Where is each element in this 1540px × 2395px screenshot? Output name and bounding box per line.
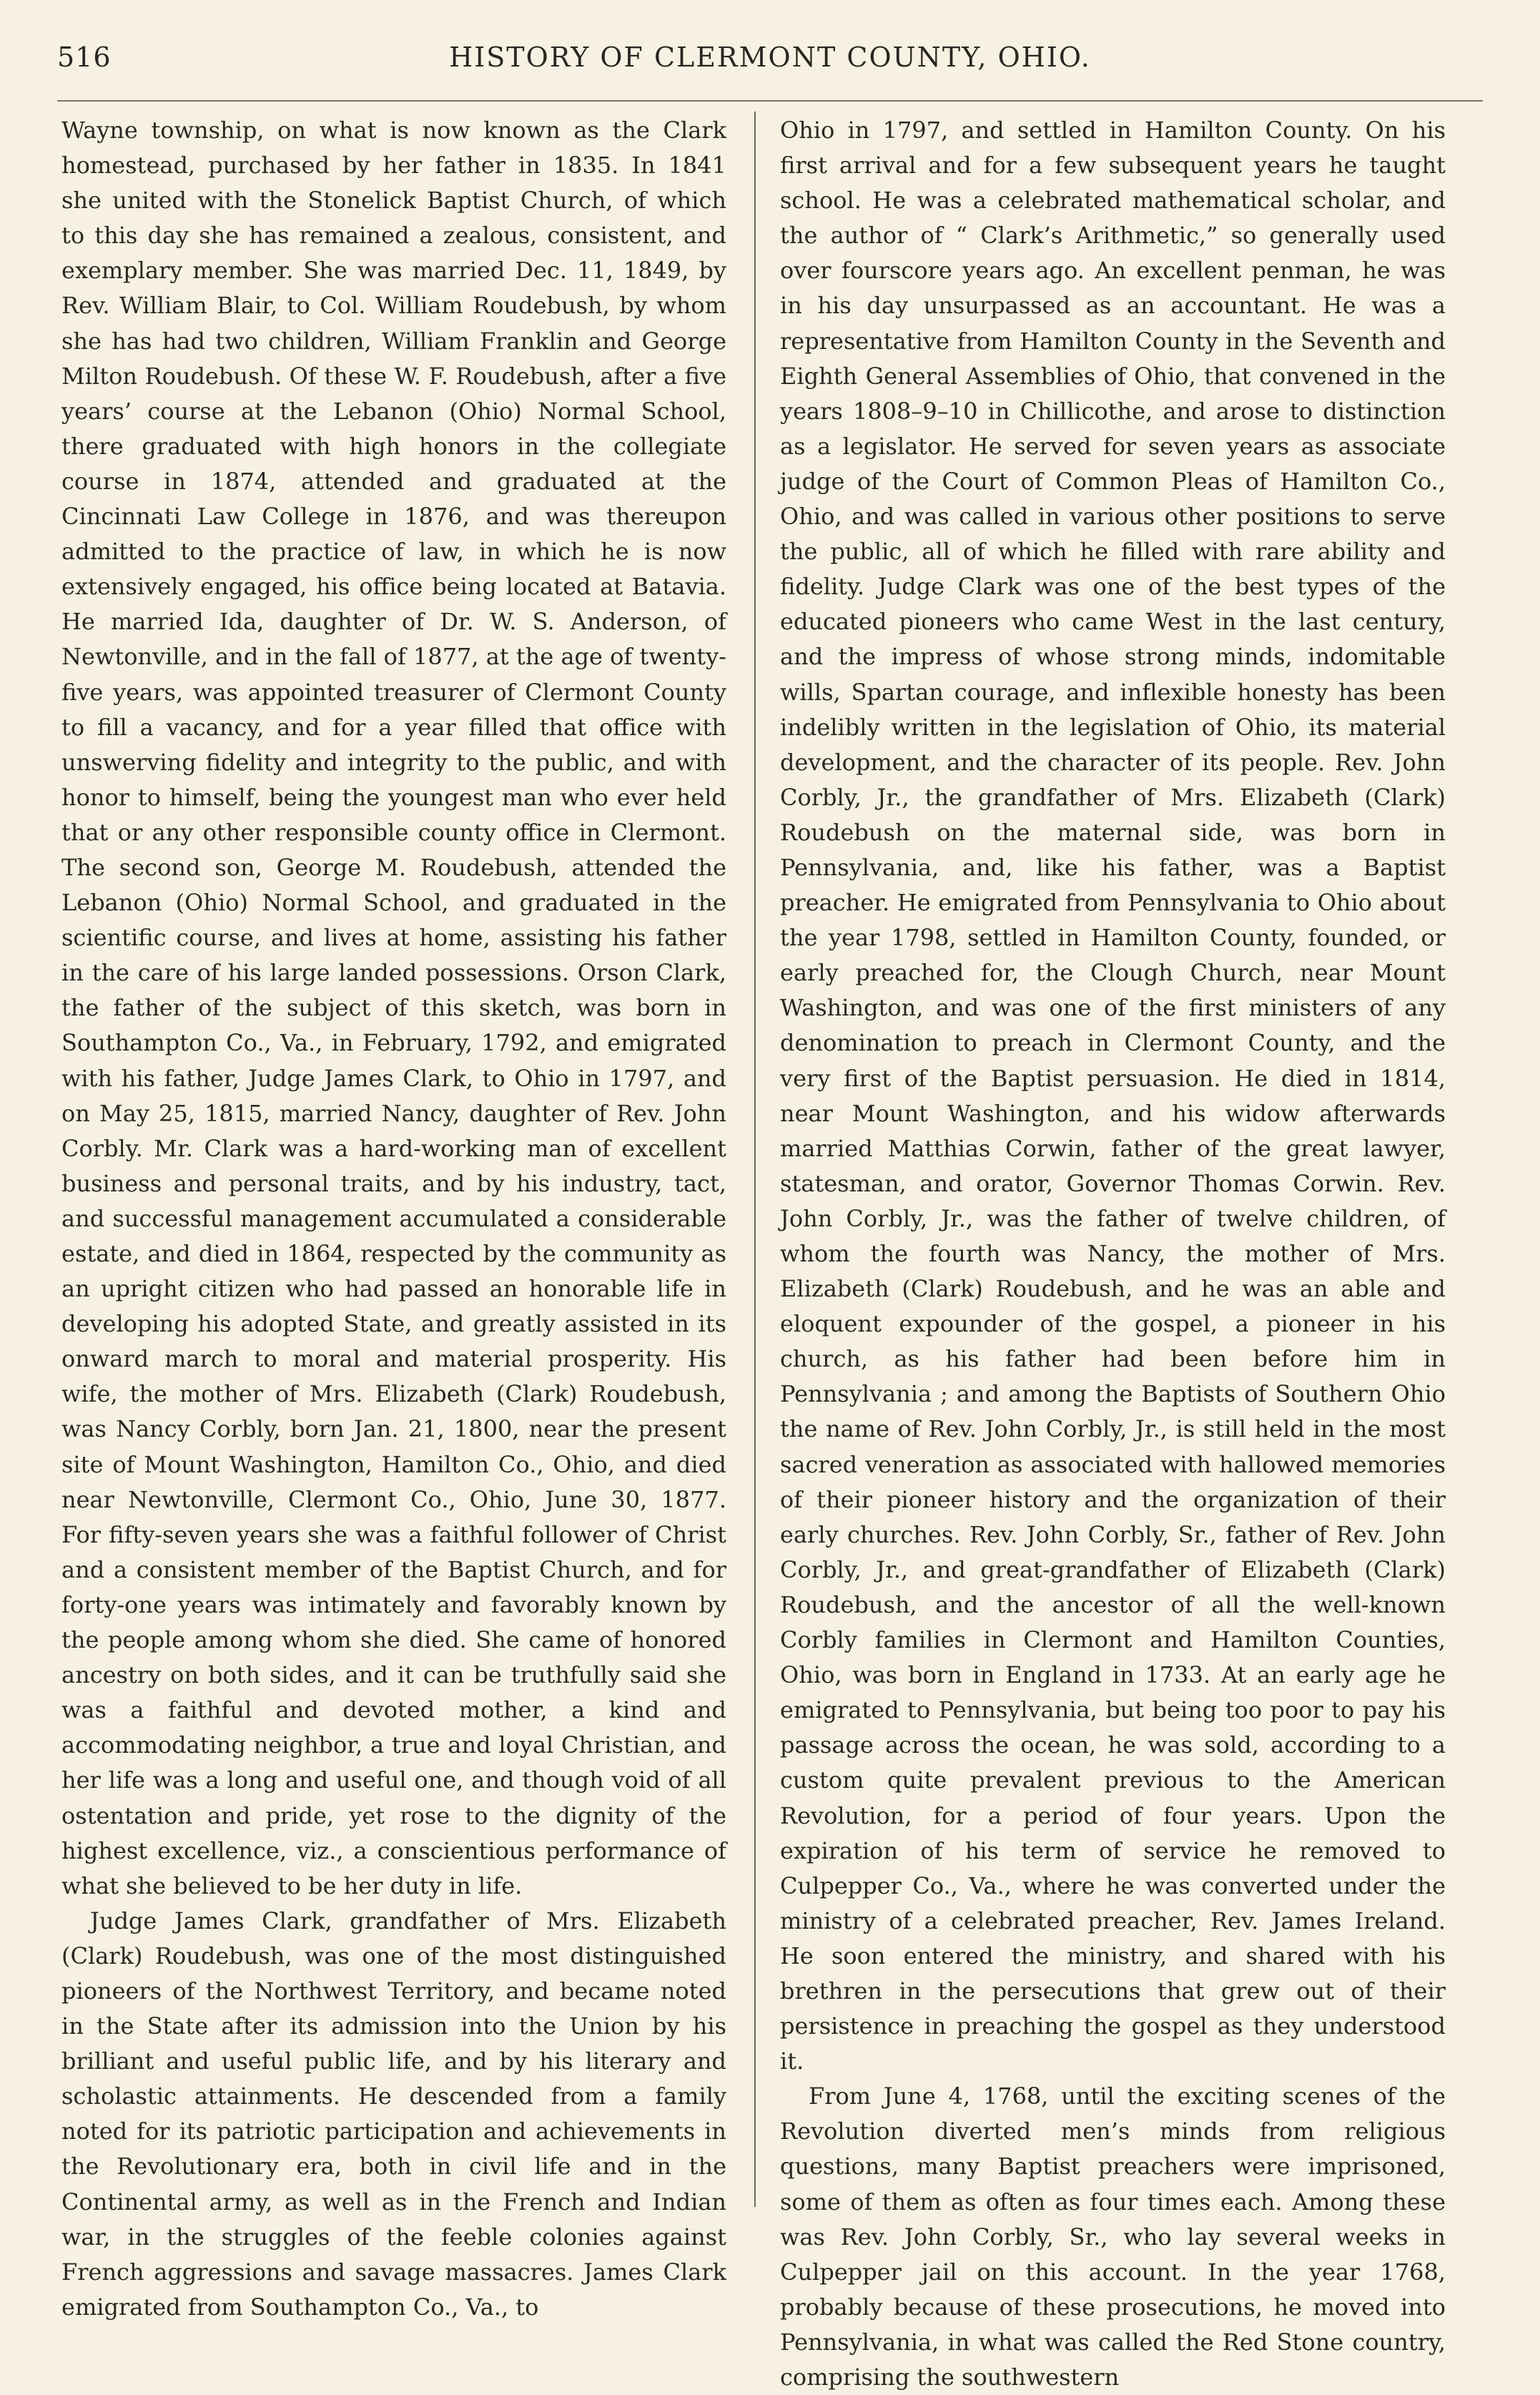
right-paragraph-2: From June 4, 1768, until the exciting scenes of the Revolution diverted men’s minds from religious questions, many Baptist preachers were imprisoned, some of them as often as four times each. Among these was Rev. John Corbly, Sr., who lay several weeks in Culpepper jail on this account. In the year 1768, probably because of these prosecutions, he moved into Pennsylvania, in what was called the Red Stone country, comprising the southwestern	[780, 2082, 1446, 2391]
page-number: 516	[57, 41, 112, 73]
header-rule	[57, 100, 1483, 102]
running-title: HISTORY OF CLERMONT COUNTY, OHIO.	[449, 41, 1091, 73]
left-column	[61, 113, 726, 2325]
page-header	[57, 37, 1483, 87]
column-divider	[754, 112, 756, 2207]
right-paragraph-1: Ohio in 1797, and settled in Hamilton County. On his first arrival and for a few subsequent years he taught school. He was a celebrated mathematical scholar, and the author of “ Clark’s Arithmetic,” so generally used over fourscore years ago. An excellent penman, he was in his day unsurpassed as an accountant. He was a representative from Hamilton County in the Seventh and Eighth General Assemblies of Ohio, that convened in the years 1808–9–10 in Chillicothe, and arose to distinction as a legislator. He served for seven years as associate judge of the Court of Common Pleas of Hamilton Co., Ohio, and was called in various other positions to serve the public, all of which he filled with rare ability and fidelity. Judge Clark was one of the best types of the educated pioneers who came West in the last century, and the impress of whose strong minds, indomitable wills, Spartan courage, and inflexible honesty has been indelibly written in the legislation of Ohio, its material development, and the character of its people. Rev. John Corbly, Jr., the grandfather of Mrs. Elizabeth (Clark) Roudebush on the maternal side, was born in Pennsylvania, and, like his father, was a Baptist preacher. He emigrated from Pennsylvania to Ohio about the year 1798, settled in Hamilton County, founded, or early preached for, the Clough Church, near Mount Washington, and was one of the first ministers of any denomination to preach in Clermont County, and the very first of the Baptist persuasion. He died in 1814, near Mount Washington, and his widow afterwards married Matthias Corwin, father of the great lawyer, statesman, and orator, Governor Thomas Corwin. Rev. John Corbly, Jr., was the father of twelve children, of whom the fourth was Nancy, the mother of Mrs. Elizabeth (Clark) Roudebush, and he was an able and eloquent expounder of the gospel, a pioneer in his church, as his father had been before him in Pennsylvania ; and among the Baptists of Southern Ohio the name of Rev. John Corbly, Jr., is still held in the most sacred veneration as associated with hallowed memories of their pioneer history and the organization of their early churches. Rev. John Corbly, Sr., father of Rev. John Corbly, Jr., and great-grandfather of Elizabeth (Clark) Roudebush, and the ancestor of all the well-known Corbly families in Clermont and Hamilton Counties, Ohio, was born in England in 1733. At an early age he emigrated to Pennsylvania, but being too poor to pay his passage across the ocean, he was sold, according to a custom quite prevalent previous to the American Revolution, for a period of four years. Upon the expiration of his term of service he removed to Culpepper Co., Va., where he was converted under the ministry of a celebrated preacher, Rev. James Ireland. He soon entered the ministry, and shared with his brethren in the persecutions that grew out of their persistence in preaching the gospel as they understood it.	[780, 117, 1446, 2075]
left-paragraph-1: Wayne township, on what is now known as the Clark homestead, purchased by her father in 1835. In 1841 she united with the Stonelick Baptist Church, of which to this day she has remained a zealous, consistent, and exemplary member. She was married Dec. 11, 1849, by Rev. William Blair, to Col. William Roudebush, by whom she has had two children, William Franklin and George Milton Roudebush. Of these W. F. Roudebush, after a five years’ course at the Lebanon (Ohio) Normal School, there graduated with high honors in the collegiate course in 1874, attended and graduated at the Cincinnati Law College in 1876, and was thereupon admitted to the practice of law, in which he is now extensively engaged, his office being located at Batavia. He married Ida, daughter of Dr. W. S. Anderson, of Newtonville, and in the fall of 1877, at the age of twenty-five years, was appointed treasurer of Clermont County to fill a vacancy, and for a year filled that office with unswerving fidelity and integrity to the public, and with honor to himself, being the youngest man who ever held that or any other responsible county office in Clermont. The second son, George M. Roudebush, attended the Lebanon (Ohio) Normal School, and graduated in the scientific course, and lives at home, assisting his father in the care of his large landed possessions. Orson Clark, the father of the subject of this sketch, was born in Southampton Co., Va., in February, 1792, and emigrated with his father, Judge James Clark, to Ohio in 1797, and on May 25, 1815, married Nancy, daughter of Rev. John Corbly. Mr. Clark was a hard-working man of excellent business and personal traits, and by his industry, tact, and successful management accumulated a considerable estate, and died in 1864, respected by the community as an upright citizen who had passed an honorable life in developing his adopted State, and greatly assisted in its onward march to moral and material prosperity. His wife, the mother of Mrs. Elizabeth (Clark) Roudebush, was Nancy Corbly, born Jan. 21, 1800, near the present site of Mount Washington, Hamilton Co., Ohio, and died near Newtonville, Clermont Co., Ohio, June 30, 1877. For fifty-seven years she was a faithful follower of Christ and a consistent member of the Baptist Church, and for forty-one years was intimately and favorably known by the people among whom she died. She came of honored ancestry on both sides, and it can be truthfully said she was a faithful and devoted mother, a kind and accommodating neighbor, a true and loyal Christian, and her life was a long and useful one, and though void of all ostentation and pride, yet rose to the dignity of the highest excellence, viz., a conscientious performance of what she believed to be her duty in life.	[61, 117, 726, 1899]
right-column	[780, 113, 1446, 2395]
left-paragraph-2: Judge James Clark, grandfather of Mrs. Elizabeth (Clark) Roudebush, was one of the most distinguished pioneers of the Northwest Territory, and became noted in the State after its admission into the Union by his brilliant and useful public life, and by his literary and scholastic attainments. He descended from a family noted for its patriotic participation and achievements in the Revolutionary era, both in civil life and in the Continental army, as well as in the French and Indian war, in the struggles of the feeble colonies against French aggressions and savage massacres. James Clark emigrated from Southampton Co., Va., to	[61, 1907, 726, 2321]
